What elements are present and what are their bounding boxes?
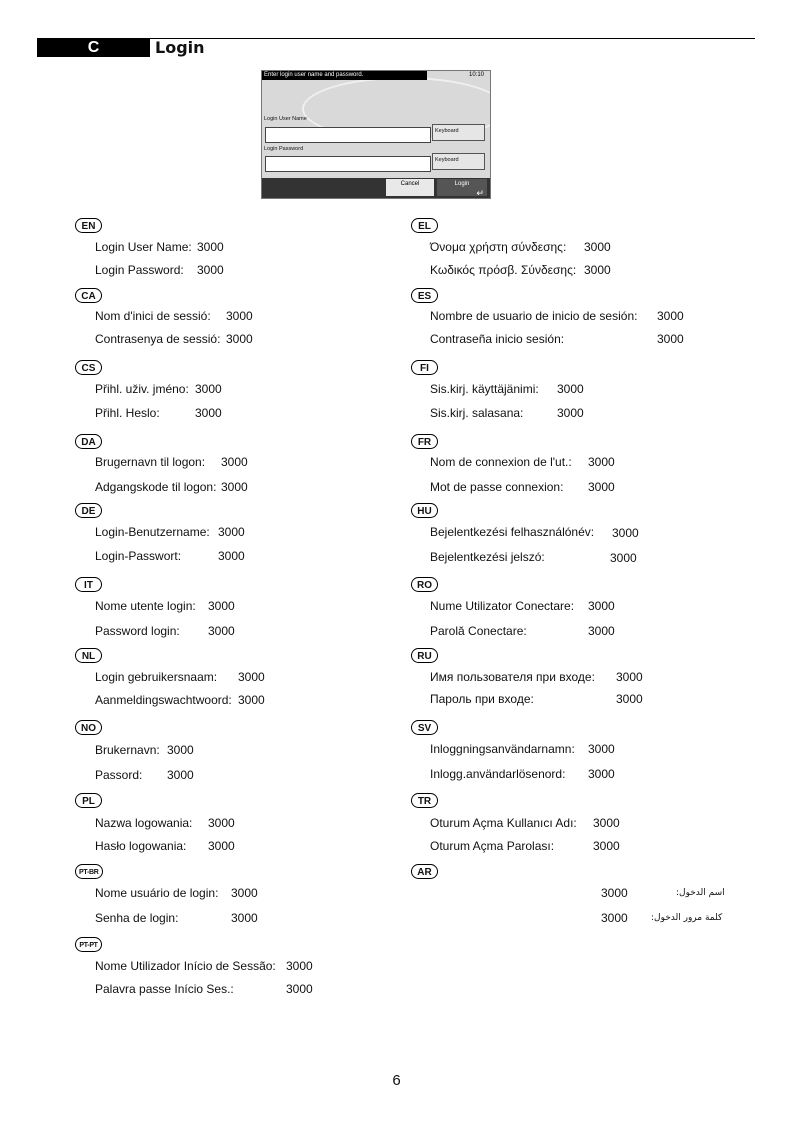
no-user-label: Brukernavn: (95, 743, 160, 757)
hu-password-label: Bejelentkezési jelszó: (430, 550, 545, 564)
tr-password-value: 3000 (593, 839, 620, 853)
section-title: Login (155, 38, 205, 57)
ptbr-user-label: Nome usuário de login: (95, 886, 219, 900)
lang-badge-nl: NL (75, 648, 102, 663)
it-password-label: Password login: (95, 624, 180, 638)
de-user-value: 3000 (218, 525, 245, 539)
nl-password-label: Aanmeldingswachtwoord: (95, 693, 232, 707)
ca-password-label: Contrasenya de sessió: (95, 332, 221, 346)
screen-time: 10:10 (468, 72, 484, 78)
pl-user-label: Nazwa logowania: (95, 816, 193, 830)
lang-badge-ca: CA (75, 288, 102, 303)
tr-user-value: 3000 (593, 816, 620, 830)
sv-password-label: Inlogg.användarlösenord: (430, 767, 566, 781)
el-password-label: Κωδικός πρόσβ. Σύνδεσης: (430, 263, 577, 277)
ca-user-label: Nom d'inici de sessió: (95, 309, 211, 323)
ar-user-label: اسم الدخول: (676, 888, 725, 898)
screen-login-label: Login (454, 181, 470, 187)
lang-badge-hu: HU (411, 503, 438, 518)
ptbr-password-label: Senha de login: (95, 911, 179, 925)
ro-password-label: Parolă Conectare: (430, 624, 527, 638)
ptpt-user-label: Nome Utilizador Início de Sessão: (95, 959, 276, 973)
tr-password-label: Oturum Açma Parolası: (430, 839, 555, 853)
ru-password-value: 3000 (616, 692, 643, 706)
es-user-label: Nombre de usuario de inicio de sesión: (430, 309, 638, 323)
ar-password-value: 3000 (601, 911, 628, 925)
nl-user-value: 3000 (238, 670, 265, 684)
ptbr-user-value: 3000 (231, 886, 258, 900)
en-user-value: 3000 (197, 240, 224, 254)
lang-badge-en: EN (75, 218, 102, 233)
de-password-label: Login-Passwort: (95, 549, 182, 563)
tr-user-label: Oturum Açma Kullanıcı Adı: (430, 816, 577, 830)
no-password-label: Passord: (95, 768, 143, 782)
lang-badge-cs: CS (75, 360, 102, 375)
lang-badge-it: IT (75, 577, 102, 592)
screen-user-label: Login User Name (264, 116, 307, 122)
de-password-value: 3000 (218, 549, 245, 563)
nl-password-value: 3000 (238, 693, 265, 707)
it-user-value: 3000 (208, 599, 235, 613)
da-password-label: Adgangskode til logon: (95, 480, 217, 494)
da-user-value: 3000 (221, 455, 248, 469)
screen-keyboard-button-2: Keyboard (432, 153, 485, 170)
ca-password-value: 3000 (226, 332, 253, 346)
nl-user-label: Login gebruikersnaam: (95, 670, 218, 684)
screen-keyboard-button-1: Keyboard (432, 124, 485, 141)
el-user-label: Όνομα χρήστη σύνδεσης: (430, 240, 567, 254)
lang-badge-ar: AR (411, 864, 438, 879)
screen-password-input (265, 156, 431, 172)
lang-badge-tr: TR (411, 793, 438, 808)
fr-user-value: 3000 (588, 455, 615, 469)
screen-password-label: Login Password (264, 146, 304, 152)
sv-user-label: Inloggningsanvändarnamn: (430, 742, 575, 756)
da-password-value: 3000 (221, 480, 248, 494)
ru-password-label: Пароль при входе: (430, 692, 534, 706)
fi-user-label: Sis.kirj. käyttäjänimi: (430, 382, 539, 396)
ptpt-user-value: 3000 (286, 959, 313, 973)
lang-badge-ro: RO (411, 577, 438, 592)
hu-password-value: 3000 (610, 551, 637, 565)
ptbr-password-value: 3000 (231, 911, 258, 925)
fi-password-value: 3000 (557, 406, 584, 420)
ptpt-password-label: Palavra passe Início Ses.: (95, 982, 234, 996)
fr-password-label: Mot de passe connexion: (430, 480, 564, 494)
en-password-value: 3000 (197, 263, 224, 277)
ro-user-label: Nume Utilizator Conectare: (430, 599, 575, 613)
it-user-label: Nome utente login: (95, 599, 196, 613)
sv-user-value: 3000 (588, 742, 615, 756)
section-letter: C (37, 38, 150, 57)
hu-user-label: Bejelentkezési felhasználónév: (430, 525, 595, 539)
es-user-value: 3000 (657, 309, 684, 323)
lang-badge-pt-pt: PT-PT (75, 937, 102, 952)
pl-password-label: Hasło logowania: (95, 839, 187, 853)
lang-badge-da: DA (75, 434, 102, 449)
cs-user-value: 3000 (195, 382, 222, 396)
lang-badge-pt-br: PT-BR (75, 864, 103, 879)
es-password-label: Contraseña inicio sesión: (430, 332, 565, 346)
sv-password-value: 3000 (588, 767, 615, 781)
en-password-label: Login Password: (95, 263, 184, 277)
ro-password-value: 3000 (588, 624, 615, 638)
ar-user-value: 3000 (601, 886, 628, 900)
lang-badge-es: ES (411, 288, 438, 303)
hu-user-value: 3000 (612, 526, 639, 540)
lang-badge-fi: FI (411, 360, 438, 375)
de-user-label: Login-Benutzername: (95, 525, 210, 539)
fi-user-value: 3000 (557, 382, 584, 396)
pl-password-value: 3000 (208, 839, 235, 853)
ru-user-value: 3000 (616, 670, 643, 684)
en-user-label: Login User Name: (95, 240, 192, 254)
cs-password-value: 3000 (195, 406, 222, 420)
fi-password-label: Sis.kirj. salasana: (430, 406, 524, 420)
da-user-label: Brugernavn til logon: (95, 455, 206, 469)
pl-user-value: 3000 (208, 816, 235, 830)
cs-password-label: Přihl. Heslo: (95, 406, 160, 420)
cs-user-label: Přihl. uživ. jméno: (95, 382, 189, 396)
lang-badge-el: EL (411, 218, 438, 233)
lang-badge-no: NO (75, 720, 102, 735)
login-screen-illustration (261, 70, 491, 199)
ro-user-value: 3000 (588, 599, 615, 613)
ptpt-password-value: 3000 (286, 982, 313, 996)
screen-login-button (437, 179, 487, 196)
lang-badge-fr: FR (411, 434, 438, 449)
screen-user-input (265, 127, 431, 143)
enter-icon: ↵ (476, 188, 484, 198)
el-user-value: 3000 (584, 240, 611, 254)
el-password-value: 3000 (584, 263, 611, 277)
ca-user-value: 3000 (226, 309, 253, 323)
screen-cancel-button: Cancel (386, 179, 434, 196)
lang-badge-ru: RU (411, 648, 438, 663)
no-user-value: 3000 (167, 743, 194, 757)
es-password-value: 3000 (657, 332, 684, 346)
it-password-value: 3000 (208, 624, 235, 638)
ru-user-label: Имя пользователя при входе: (430, 670, 595, 684)
screen-message: Enter login user name and password. (262, 71, 427, 80)
fr-password-value: 3000 (588, 480, 615, 494)
lang-badge-pl: PL (75, 793, 102, 808)
lang-badge-de: DE (75, 503, 102, 518)
ar-password-label: كلمة مرور الدخول: (651, 913, 723, 923)
no-password-value: 3000 (167, 768, 194, 782)
page-number: 6 (392, 1072, 401, 1089)
lang-badge-sv: SV (411, 720, 438, 735)
fr-user-label: Nom de connexion de l'ut.: (430, 455, 572, 469)
